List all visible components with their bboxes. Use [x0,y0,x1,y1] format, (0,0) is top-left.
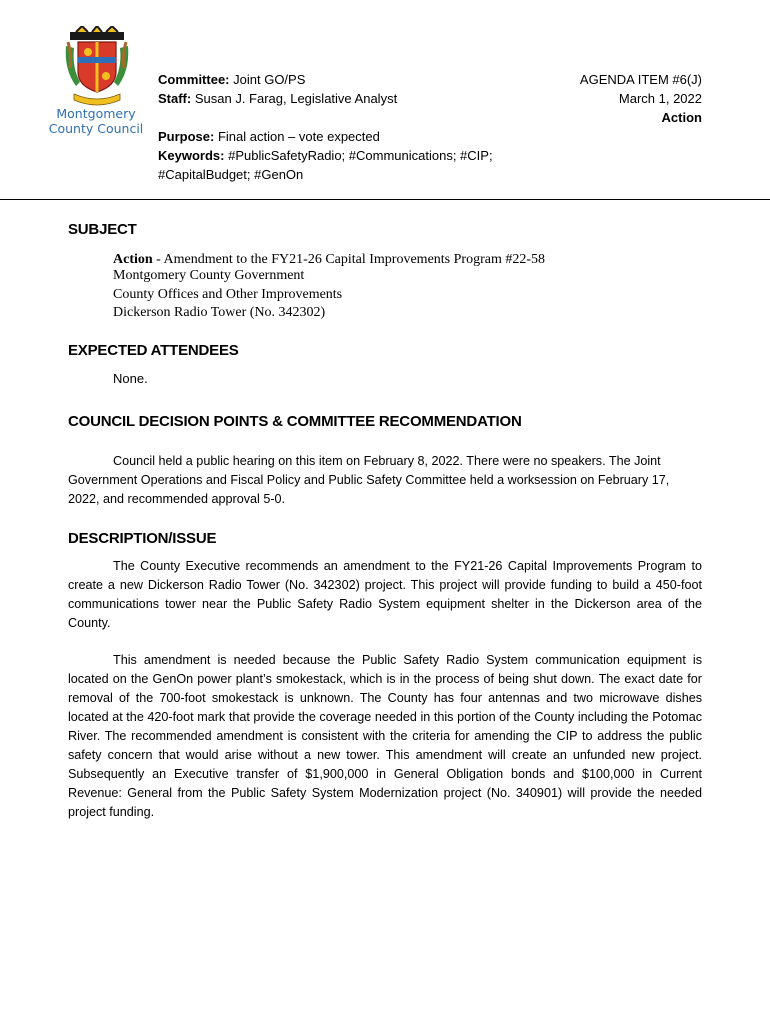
decision-heading: COUNCIL DECISION POINTS & COMMITTEE RECOMMENDATION [68,413,522,430]
purpose-line [158,127,380,146]
keywords-label: Keywords: [158,148,225,163]
subject-line-3: County Offices and Other Improvements [113,287,343,302]
council-name-line1: Montgomery [56,106,136,121]
staff-value: Susan J. Farag, Legislative Analyst [194,91,398,106]
subject-line-1-text: - Amendment to the FY21-26 Capital Improvements Program #22-58 [152,252,545,267]
decision-paragraph: Council held a public hearing on this item on February 8, 2022. There were no speakers. The Joint Government Operations and Fiscal Policy and Public Safety Committee held a worksession on February 17, 2022, and recommended approval 5-0. [68,454,670,506]
committee-label: Committee: [158,72,230,87]
attendees-heading: EXPECTED ATTENDEES [68,342,239,359]
agenda-date: March 1, 2022 [618,91,702,106]
subject-heading: SUBJECT [68,221,137,238]
purpose-value: Final action – vote expected [217,129,380,144]
header-divider [0,199,770,200]
council-name [40,106,152,136]
keywords-value: #PublicSafetyRadio; #Communications; #CIP; [228,148,493,163]
agenda-block [580,70,702,127]
description-paragraph-2: This amendment is needed because the Public Safety Radio System communication equipment is located on the GenOn power plant’s smokestack, which is in the process of being shut down. The exact date for removal of the 700-foot smokestack is unknown. The County has four antennas and two microwave dishes located at the 420-foot mark that provide the coverage needed in this portion of the County including the Potomac River. The recommended amendment is consistent with the criteria for amending the CIP to address the public safety concern that would arise without a new tower. This amendment will create an unfunded new project. Subsequently an Executive transfer of $1,900,000 in General Obligation bonds and $100,000 in Current Revenue: General from the Public Safety System Modernization project (No. 340901) will provide the needed project funding. [68,653,702,819]
council-name-line2: County Council [48,121,144,136]
purpose-label: Purpose: [158,129,215,144]
agenda-action: Action [661,110,702,125]
keywords-line-2: #CapitalBudget; #GenOn [158,167,304,182]
subject-action-label: Action [113,252,153,267]
subject-line-2: Montgomery County Government [113,268,305,283]
county-seal-logo [62,26,132,108]
description-heading: DESCRIPTION/ISSUE [68,530,217,547]
staff-line [158,89,397,108]
agenda-item: AGENDA ITEM #6(J) [579,72,702,87]
committee-value: Joint GO/PS [233,72,306,87]
attendees-text: None. [113,371,148,386]
keywords-line [158,146,493,165]
subject-line-4: Dickerson Radio Tower (No. 342302) [113,305,326,320]
staff-label: Staff: [158,91,192,106]
description-paragraph-1: The County Executive recommends an amendment to the FY21-26 Capital Improvements Program to create a new Dickerson Radio Tower (No. 342302) project. This project will provide funding to build a 450-foot communications tower near the Public Safety Radio System equipment shelter in the Dickerson area of the County. [68,559,702,630]
committee-line [158,70,305,89]
